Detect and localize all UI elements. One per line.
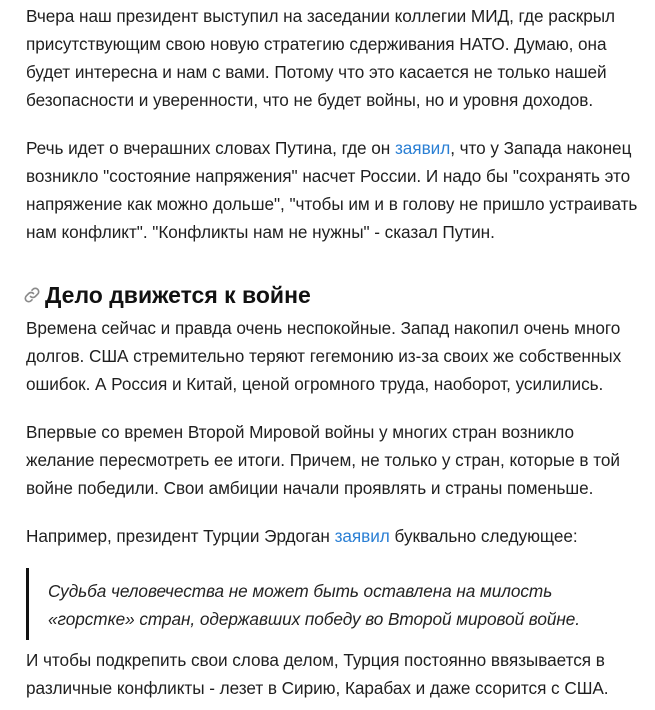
blockquote [26,568,616,640]
paragraph-text-after-link: , что у Запада наконец возникло "состояние напряжения" насчет России. И надо бы "сохранять это напряжение как можно дольше", "чтобы им и в голову не пришло устраивать нам конфликт". "Конфликты нам не нужны" - сказал Путин. [26,138,638,242]
paragraph-text-after-link: буквально следующее: [389,526,578,546]
paragraph-turkey: И чтобы подкрепить свои слова делом, Турция постоянно ввязывается в различные конфликты - лезет в Сирию, Карабах и даже ссорится с США. [26,650,609,698]
section-heading [22,280,311,310]
paragraph-times: Времена сейчас и правда очень неспокойные. Запад накопил очень много долгов. США стремительно теряют гегемонию из-за своих же собственных ошибок. А Россия и Китай, ценой огромного труда, наоборот, усилились. [26,318,622,394]
statement-link[interactable]: заявил [394,138,451,158]
paragraph-text-before-link: Например, президент Турции Эрдоган [26,526,335,546]
section-heading-text: Дело движется к войне [45,282,311,308]
statement-link[interactable]: заявил [334,526,390,546]
paragraph-intro: Вчера наш президент выступил на заседании коллегии МИД, где раскрыл присутствующим свою новую стратегию сдерживания НАТО. Думаю, она будет интересна и нам с вами. Потому что это касается не только нашей безопасности и уверенности, что не будет войны, но и уровня доходов. [26,6,616,110]
paragraph-putin-statement [26,134,638,246]
paragraph-text-before-link: Речь идет о вчерашних словах Путина, где он [26,138,395,158]
link-icon[interactable] [22,285,42,305]
paragraph-erdogan [26,522,638,550]
paragraph-ww2: Впервые со времен Второй Мировой войны у многих стран возникло желание пересмотреть ее итоги. Причем, не только у стран, которые в той войне победили. Свои амбиции начали проявлять и страны поменьше. [26,422,620,498]
quote-text: Судьба человечества не может быть оставлена на милость «горстке» стран, одержавших победу во Второй мировой войне. [48,581,581,629]
